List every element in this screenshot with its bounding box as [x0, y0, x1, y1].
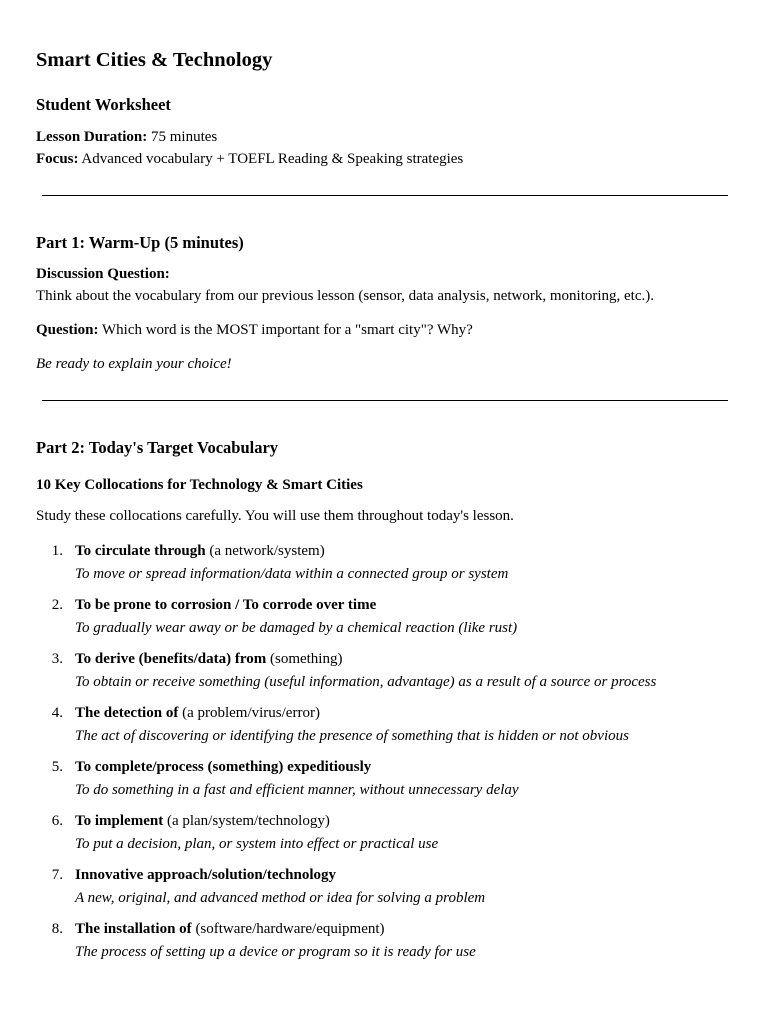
term-extra: (a problem/virus/error): [178, 705, 320, 721]
duration-value: 75 minutes: [147, 129, 218, 145]
vocabulary-intro: Study these collocations carefully. You will use them throughout today's lesson.: [36, 508, 514, 524]
collocation-list: [36, 540, 728, 964]
part1-heading: Part 1: Warm-Up (5 minutes): [36, 233, 244, 252]
item-number: 5.: [51, 759, 63, 775]
term-text: To circulate through: [75, 543, 206, 559]
part2-heading: Part 2: Today's Target Vocabulary: [36, 438, 279, 457]
term-text: To complete/process (something) expeditiously: [75, 759, 372, 775]
explain-note: Be ready to explain your choice!: [36, 356, 232, 372]
collocation-term: [75, 864, 728, 886]
term-text: To be prone to corrosion / To corrode over time: [75, 597, 377, 613]
list-item: [36, 756, 728, 802]
term-extra: (something): [266, 651, 343, 667]
duration-label: Lesson Duration:: [36, 129, 148, 145]
term-extra: (a network/system): [205, 543, 325, 559]
item-number: 6.: [51, 813, 63, 829]
list-item: [36, 648, 728, 694]
item-number: 3.: [51, 651, 63, 667]
item-number: 7.: [51, 867, 63, 883]
discussion-label: Discussion Question:: [36, 266, 170, 282]
vocabulary-subheading: 10 Key Collocations for Technology & Smart Cities: [36, 477, 363, 493]
collocation-definition: The process of setting up a device or program so it is ready for use: [75, 944, 476, 960]
collocation-definition: To do something in a fast and efficient manner, without unnecessary delay: [75, 782, 519, 798]
collocation-definition: To put a decision, plan, or system into effect or practical use: [75, 836, 439, 852]
list-item: [36, 540, 728, 586]
collocation-definition: The act of discovering or identifying the presence of something that is hidden or not obvious: [75, 728, 629, 744]
section-divider: [42, 195, 728, 196]
list-item: [36, 702, 728, 748]
focus-label: Focus:: [36, 151, 79, 167]
list-item: [36, 864, 728, 910]
collocation-term: [75, 594, 728, 616]
lesson-focus: [36, 148, 728, 170]
collocation-definition: To gradually wear away or be damaged by a chemical reaction (like rust): [75, 620, 518, 636]
question: [36, 319, 728, 341]
collocation-definition: To move or spread information/data within a connected group or system: [75, 566, 509, 582]
collocation-term: [75, 648, 728, 670]
collocation-term: [75, 702, 728, 724]
lesson-duration: [36, 126, 728, 148]
item-number: 4.: [51, 705, 63, 721]
collocation-term: [75, 540, 728, 562]
focus-value: Advanced vocabulary + TOEFL Reading & Speaking strategies: [78, 151, 464, 167]
collocation-term: [75, 810, 728, 832]
list-item: [36, 918, 728, 964]
page-title: Smart Cities & Technology: [36, 49, 273, 71]
section-divider: [42, 400, 728, 401]
discussion-text: Think about the vocabulary from our previous lesson (sensor, data analysis, network, monitoring, etc.).: [36, 288, 655, 304]
item-number: 8.: [51, 921, 63, 937]
item-number: 1.: [51, 543, 63, 559]
term-text: Innovative approach/solution/technology: [75, 867, 337, 883]
collocation-definition: A new, original, and advanced method or idea for solving a problem: [75, 890, 486, 906]
collocation-term: [75, 918, 728, 940]
question-text: Which word is the MOST important for a "smart city"? Why?: [98, 322, 473, 338]
list-item: [36, 594, 728, 640]
item-number: 2.: [51, 597, 63, 613]
collocation-term: [75, 756, 728, 778]
collocation-definition: To obtain or receive something (useful information, advantage) as a result of a source or process: [75, 674, 657, 690]
term-text: To derive (benefits/data) from: [75, 651, 267, 667]
list-item: [36, 810, 728, 856]
term-extra: (software/hardware/equipment): [191, 921, 385, 937]
worksheet-subtitle: Student Worksheet: [36, 95, 171, 114]
term-text: The detection of: [75, 705, 179, 721]
question-label: Question:: [36, 322, 99, 338]
term-text: The installation of: [75, 921, 192, 937]
term-text: To implement: [75, 813, 164, 829]
term-extra: (a plan/system/technology): [163, 813, 330, 829]
